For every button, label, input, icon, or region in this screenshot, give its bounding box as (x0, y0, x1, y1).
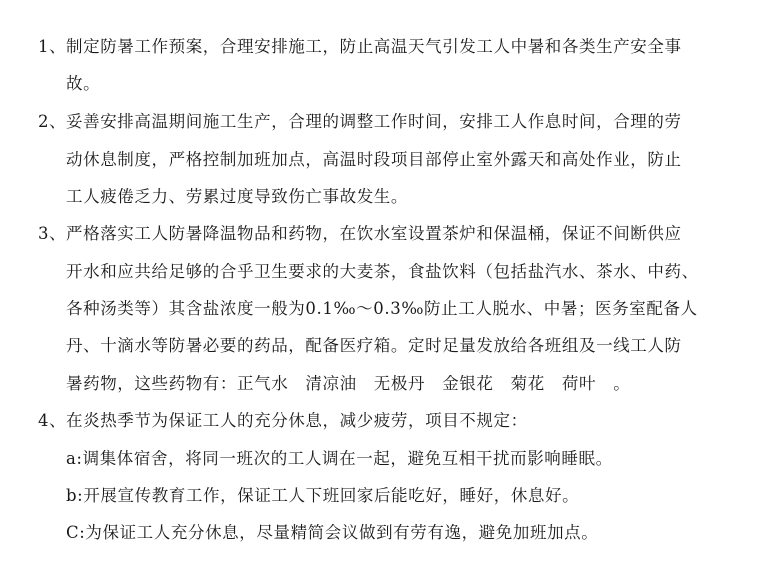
item-3-line-2: 开水和应共给足够的合乎卫生要求的大麦茶，食盐饮料（包括盐汽水、茶水、中药、 (66, 262, 699, 281)
item-4-subitem-a: a:调集体宿舍，将同一班次的工人调在一起，避免互相干扰而影响睡眠。 (66, 449, 613, 468)
item-4-number: 4、 (38, 411, 67, 430)
item-1-number: 1、 (38, 37, 67, 56)
item-2-line-1: 妥善安排高温期间施工生产，合理的调整工作时间，安排工人作息时间，合理的劳 (66, 112, 682, 131)
item-3-number: 3、 (38, 224, 67, 243)
item-1-line-1: 制定防暑工作预案，合理安排施工，防止高温天气引发工人中暑和各类生产安全事 (66, 37, 682, 56)
item-3-line-5: 暑药物，这些药物有：正气水 清凉油 无极丹 金银花 菊花 荷叶 。 (66, 374, 631, 393)
item-3-line-4: 丹、十滴水等防暑必要的药品，配备医疗箱。定时足量发放给各班组及一线工人防 (66, 336, 682, 355)
item-2-number: 2、 (38, 112, 67, 131)
item-4-subitem-c: C:为保证工人充分休息，尽量精简会议做到有劳有逸，避免加班加点。 (66, 523, 599, 542)
item-1-line-2: 故。 (66, 74, 101, 93)
item-3-line-3: 各种汤类等）其含盐浓度一般为0.1‰～0.3‰防止工人脱水、中暑；医务室配备人 (66, 299, 698, 318)
item-4-line-1: 在炎热季节为保证工人的充分休息，减少疲劳，项目不规定： (66, 411, 528, 430)
item-2-line-2: 动休息制度，严格控制加班加点，高温时段项目部停止室外露天和高处作业，防止 (66, 150, 682, 169)
item-2-line-3: 工人疲倦乏力、劳累过度导致伤亡事故发生。 (66, 187, 408, 206)
item-3-line-1: 严格落实工人防暑降温物品和药物，在饮水室设置茶炉和保温桶，保证不间断供应 (66, 224, 682, 243)
item-4-subitem-b: b:开展宣传教育工作，保证工人下班回家后能吃好，睡好，休息好。 (66, 486, 580, 505)
